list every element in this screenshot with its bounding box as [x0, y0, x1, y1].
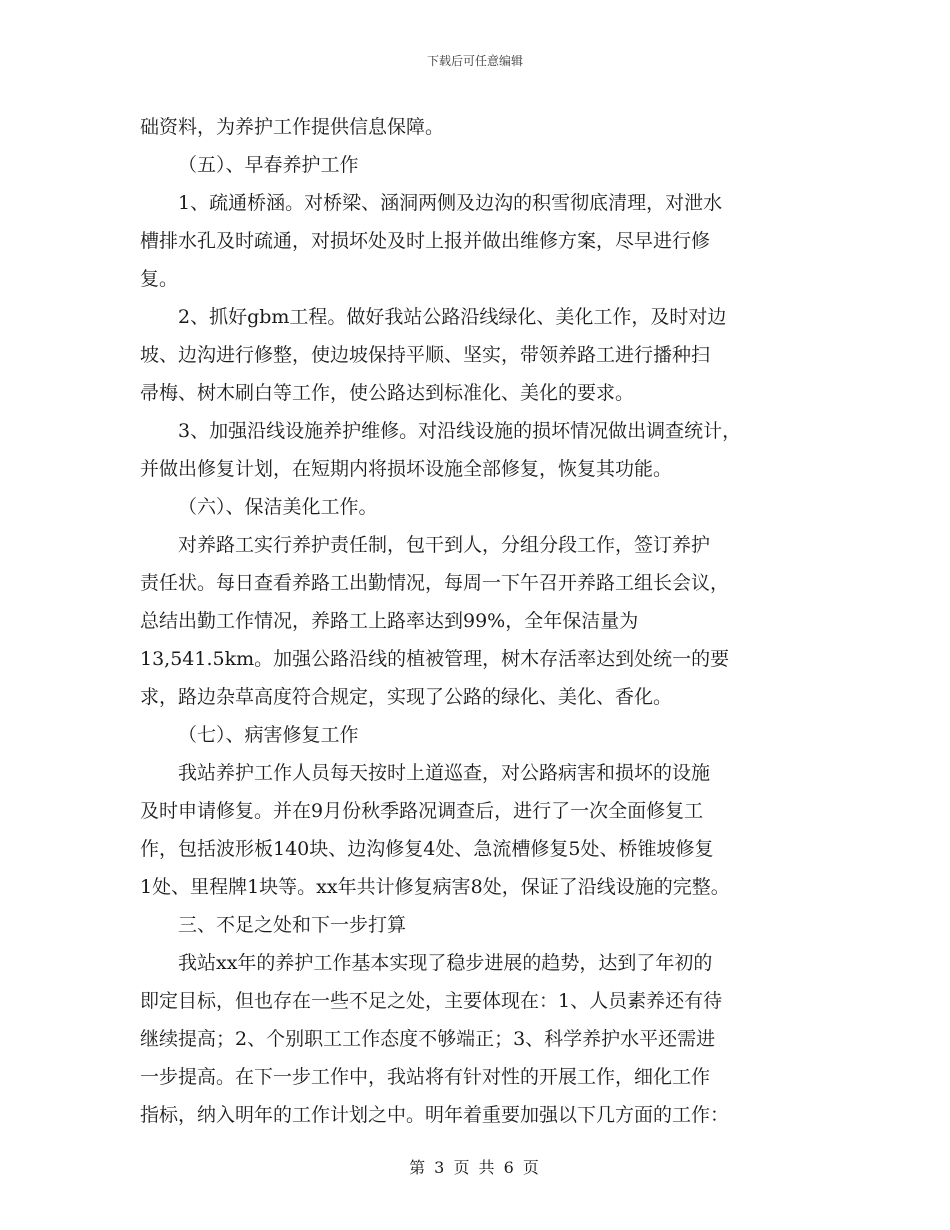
text-line: 13,541.5km。加强公路沿线的植被管理，树木存活率达到处统一的要 — [140, 648, 730, 670]
text-line: （七）、病害修复工作 — [178, 724, 359, 746]
document-body — [140, 108, 820, 1134]
text-line: 总结出勤工作情况，养路工上路率达到99%，全年保洁量为 — [140, 610, 639, 632]
text-line: 一步提高。在下一步工作中，我站将有针对性的开展工作，细化工作 — [140, 1066, 711, 1088]
text-line: 复。 — [140, 268, 179, 290]
text-line: 及时申请修复。并在9月份秋季路况调查后，进行了一次全面修复工 — [140, 800, 704, 822]
text-line: 帚梅、树木刷白等工作，使公路达到标准化、美化的要求。 — [140, 382, 635, 404]
page-footer: 第 3 页 共 6 页 — [409, 1158, 541, 1177]
text-line: 3、加强沿线设施养护维修。对沿线设施的损坏情况做出调查统计， — [178, 420, 742, 442]
text-line: 作，包括波形板140块、边沟修复4处、急流槽修复5处、桥锥坡修复 — [140, 838, 714, 860]
text-line: 责任状。每日查看养路工出勤情况，每周一下午召开养路工组长会议， — [140, 572, 730, 594]
text-line: 对养路工实行养护责任制，包干到人，分组分段工作，签订养护 — [178, 534, 711, 556]
text-line: 础资料，为养护工作提供信息保障。 — [140, 116, 445, 138]
text-line: 我站xx年的养护工作基本实现了稳步进展的趋势，达到了年初的 — [178, 952, 713, 974]
text-line: 我站养护工作人员每天按时上道巡查，对公路病害和损坏的设施 — [178, 762, 711, 784]
text-line: 槽排水孔及时疏通，对损坏处及时上报并做出维修方案，尽早进行修 — [140, 230, 711, 252]
text-line: 坡、边沟进行修整，使边坡保持平顺、坚实，带领养路工进行播种扫 — [140, 344, 711, 366]
text-line: 1处、里程牌1块等。xx年共计修复病害8处，保证了沿线设施的完整。 — [140, 876, 730, 898]
text-line: （五）、早春养护工作 — [178, 154, 359, 176]
text-line: 指标，纳入明年的工作计划之中。明年着重要加强以下几方面的工作： — [140, 1104, 730, 1126]
text-line: 1、疏通桥涵。对桥梁、涵洞两侧及边沟的积雪彻底清理，对泄水 — [178, 192, 723, 214]
text-line: 继续提高；2、个别职工工作态度不够端正；3、科学养护水平还需进 — [140, 1028, 716, 1050]
text-line: （六）、保洁美化工作。 — [178, 496, 378, 518]
page-header: 下载后可任意编辑 — [426, 54, 523, 68]
text-line: 三、不足之处和下一步打算 — [178, 914, 407, 936]
text-line: 求，路边杂草高度符合规定，实现了公路的绿化、美化、香化。 — [140, 686, 673, 708]
text-line: 即定目标，但也存在一些不足之处，主要体现在：1、人员素养还有待 — [140, 990, 723, 1012]
text-line: 并做出修复计划，在短期内将损坏设施全部修复，恢复其功能。 — [140, 458, 673, 480]
text-line: 2、抓好gbm工程。做好我站公路沿线绿化、美化工作，及时对边 — [178, 306, 727, 328]
